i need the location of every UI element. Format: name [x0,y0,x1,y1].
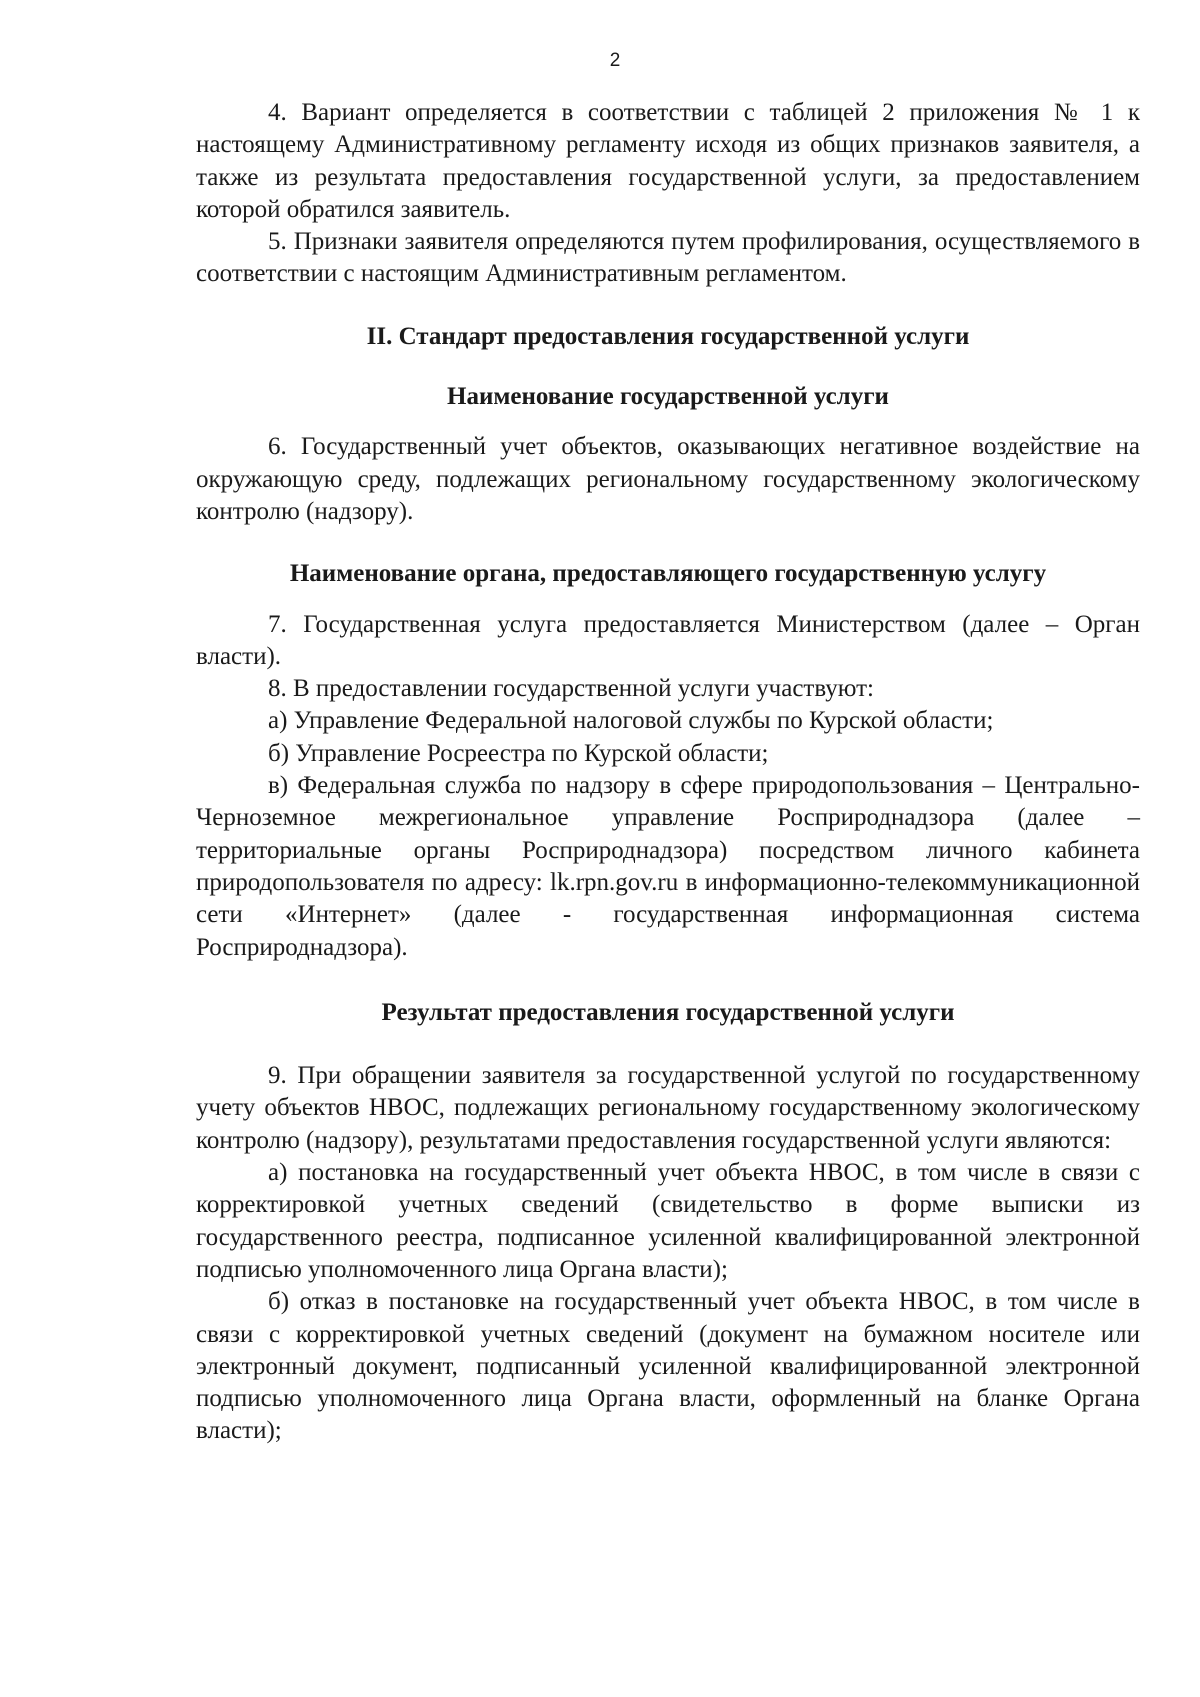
page-number: 2 [609,50,621,71]
document-body [196,97,1140,1448]
result-heading: Результат предоставления государственной услуги [381,998,955,1026]
paragraph-6: 6. Государственный учет объектов, оказывающих негативное воздействие на окружающую среду, подлежащих региональному государственному экологическому контролю (надзору). [196,433,1140,525]
list-item: б) Управление Росреестра по Курской области; [268,739,769,767]
authority-heading: Наименование органа, предоставляющего государственную услугу [289,560,1047,588]
list-item: а) Управление Федеральной налоговой службы по Курской области; [268,707,994,735]
section-title: II. Стандарт предоставления государственной услуги [366,322,970,350]
service-name-heading: Наименование государственной услуги [447,383,889,411]
paragraph-5: 5. Признаки заявителя определяются путем профилирования, осуществляемого в соответствии с настоящим Административным регламентом. [196,228,1140,288]
paragraph-8: 8. В предоставлении государственной услуги участвуют: [268,675,875,703]
paragraph-7: 7. Государственная услуга предоставляется Министерством (далее – Орган власти). [196,610,1140,670]
list-item: а) постановка на государственный учет объекта НВОС, в том числе в связи с корректировкой учетных сведений (свидетельство в форме выписки из государственного реестра, подписанное усиленной квалифицированной электронной подписью уполномоченного лица Органа власти); [196,1159,1140,1283]
paragraph-9: 9. При обращении заявителя за государственной услугой по государственному учету объектов НВОС, подлежащих региональному государственному экологическому контролю (надзору), результатами предоставления государственной услуги являются: [196,1062,1140,1154]
list-item: б) отказ в постановке на государственный учет объекта НВОС, в том числе в связи с корректировкой учетных сведений (документ на бумажном носителе или электронный документ, подписанный усиленной квалифицированной электронной подписью уполномоченного лица Органа власти, оформленный на бланке Органа власти); [196,1288,1140,1445]
list-item: в) Федеральная служба по надзору в сфере природопользования – Центрально-Черноземное межрегиональное управление Росприроднадзора (далее – территориальные органы Росприроднадзора) посредством личного кабинета природопользователя по адресу: lk.rpn.gov.ru в информационно-телекоммуникационной сети «Интернет» (далее - государственная информационная система Росприроднадзора). [196,772,1140,961]
paragraph-4: 4. Вариант определяется в соответствии с таблицей 2 приложения № 1 к настоящему Административному регламенту исходя из общих признаков заявителя, а также из результата предоставления государственной услуги, за предоставлением которой обратился заявитель. [196,99,1140,223]
